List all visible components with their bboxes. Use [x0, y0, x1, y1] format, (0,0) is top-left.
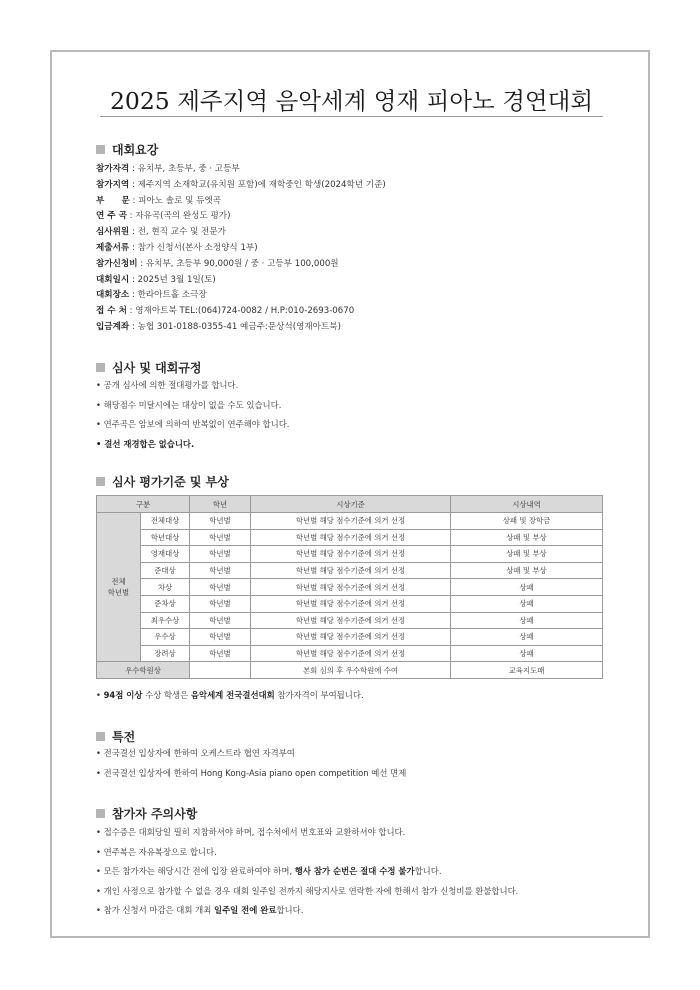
title-underline	[100, 116, 603, 117]
header-grade: 학년	[190, 496, 251, 513]
section-notes-heading	[96, 805, 197, 822]
award-name: 학년대상	[141, 529, 190, 546]
header-criteria: 시상기준	[251, 496, 451, 513]
benefit-item: • 전국결선 입상자에 한하여 오케스트라 협연 자격부여	[96, 748, 295, 758]
award-name: 우수상	[141, 629, 190, 646]
award-criteria: 학년별 해당 점수기준에 의거 선정	[251, 529, 451, 546]
overview-label: 참가지역	[96, 179, 130, 190]
overview-label: 심사위원	[96, 227, 130, 238]
table-row	[97, 595, 603, 612]
table-row	[97, 529, 603, 546]
award-grade: 학년별	[190, 513, 251, 530]
award-prize: 상패 및 부상	[451, 562, 603, 579]
notes-list	[96, 823, 518, 921]
note-text: 합니다.	[414, 866, 442, 876]
overview-label: 대회일시	[96, 274, 130, 285]
note-highlight: 행사 참가 순번은 절대 수정 불가	[294, 866, 415, 876]
award-grade: 학년별	[190, 529, 251, 546]
overview-sep: :	[129, 290, 138, 301]
academy-prize: 교육지도패	[451, 662, 603, 679]
overview-sep: :	[126, 211, 136, 222]
overview-sep: :	[129, 321, 138, 332]
overview-label: 참가신청비	[96, 258, 138, 269]
section-criteria-heading	[96, 473, 229, 490]
table-note-line	[96, 686, 364, 706]
overview-label: 참가자격	[96, 164, 130, 174]
award-criteria: 학년별 해당 점수기준에 의거 선정	[251, 629, 451, 646]
overview-item	[96, 225, 386, 241]
section-rules-title: 심사 및 대회규정	[112, 361, 202, 375]
overview-sep: :	[129, 195, 139, 206]
award-grade: 학년별	[190, 595, 251, 612]
overview-item	[96, 320, 386, 336]
group-label-2: 학년별	[107, 588, 130, 598]
award-name: 장려상	[141, 645, 190, 662]
table-note	[96, 686, 364, 706]
square-bullet-icon	[96, 145, 105, 154]
award-name: 준대상	[141, 562, 190, 579]
award-prize: 상패	[451, 595, 603, 612]
award-criteria: 학년별 해당 점수기준에 의거 선정	[251, 562, 451, 579]
award-name: 준차상	[141, 595, 190, 612]
table-row	[97, 629, 603, 646]
award-prize: 상패 및 장학금	[451, 513, 603, 530]
award-prize: 상패 및 부상	[451, 529, 603, 546]
award-grade: 학년별	[190, 579, 251, 596]
overview-sep: :	[129, 179, 138, 190]
award-criteria: 학년별 해당 점수기준에 의거 선정	[251, 645, 451, 662]
section-overview-heading	[96, 141, 158, 158]
benefit-item: • 전국결선 입상자에 한하여 Hong Kong-Asia piano open competition 예선 면제	[96, 767, 407, 778]
award-prize: 상패	[451, 645, 603, 662]
square-bullet-icon	[96, 732, 105, 741]
award-table	[96, 495, 603, 679]
overview-item	[96, 162, 386, 178]
award-prize: 상패	[451, 612, 603, 629]
overview-label: 접 수 처	[96, 306, 127, 317]
section-overview-title: 대회요강	[112, 143, 159, 157]
square-bullet-icon	[96, 477, 105, 486]
note-text: 합니다.	[276, 905, 304, 915]
rule-item: • 해당점수 미달시에는 대상이 없을 수도 있습니다.	[96, 399, 282, 410]
note-text: 수상 학생은	[142, 690, 191, 700]
bullet-mark: •	[96, 690, 104, 700]
note-item: • 접수증은 대회당일 필히 지참하셔야 하며, 접수처에서 번호표와 교환하셔야 합니다.	[96, 827, 406, 837]
overview-value: 2025년 3월 1일(토)	[137, 274, 216, 285]
section-rules-heading	[96, 359, 202, 376]
group-cell	[97, 513, 141, 662]
overview-item	[96, 304, 386, 320]
table-header-row	[97, 496, 603, 513]
award-name: 전체대상	[141, 513, 190, 530]
section-benefits-title: 특전	[112, 730, 136, 744]
note-highlight: 일주일 전에 완료	[214, 905, 277, 915]
award-grade: 학년별	[190, 562, 251, 579]
overview-item	[96, 178, 386, 194]
square-bullet-icon	[96, 363, 105, 372]
overview-sep: :	[126, 306, 136, 317]
award-prize: 상패	[451, 579, 603, 596]
note-highlight: 음악세계 전국결선대회	[190, 690, 275, 700]
overview-item	[96, 273, 386, 289]
overview-item	[96, 257, 386, 273]
section-criteria-title: 심사 평가기준 및 부상	[112, 475, 229, 489]
note-text: • 모든 참가자는 해당시간 전에 입장 완료하여야 하며,	[96, 866, 295, 876]
note-text: 참가자격이 부여됩니다.	[274, 690, 364, 700]
overview-label: 연 주 곡	[96, 211, 127, 222]
award-grade: 학년별	[190, 546, 251, 563]
overview-value: 유치부, 초등부, 중 · 고등부	[137, 164, 240, 174]
table-row	[97, 513, 603, 530]
overview-item	[96, 288, 386, 304]
note-item	[96, 862, 518, 882]
award-criteria: 학년별 해당 점수기준에 의거 선정	[251, 513, 451, 530]
table-row	[97, 612, 603, 629]
academy-grade-empty	[190, 662, 251, 679]
award-name: 차상	[141, 579, 190, 596]
overview-value: 한라아트홀 소극장	[137, 290, 207, 301]
table-row-academy	[97, 662, 603, 679]
table-row	[97, 562, 603, 579]
section-benefits-heading	[96, 728, 135, 745]
award-name: 영재대상	[141, 546, 190, 563]
overview-item	[96, 194, 386, 210]
note-text: • 참가 신청서 마감은 대회 개최	[96, 905, 214, 915]
overview-item	[96, 209, 386, 225]
overview-value: 농협 301-0188-0355-41 예금주:문상석(영재아트북)	[137, 321, 341, 332]
rule-item: • 연주곡은 암보에 의하여 반복없이 연주해야 합니다.	[96, 419, 290, 429]
overview-value: 영재아트북 TEL:(064)724-0082 / H.P:010-2693-0670	[135, 306, 355, 317]
award-criteria: 학년별 해당 점수기준에 의거 선정	[251, 546, 451, 563]
overview-value: 피아노 솔로 및 듀엣곡	[138, 195, 222, 206]
overview-value: 자유곡(곡의 완성도 평가)	[135, 211, 231, 222]
benefits-list	[96, 744, 406, 783]
header-category: 구분	[97, 496, 190, 513]
square-bullet-icon	[96, 809, 105, 818]
academy-award-name: 우수학원상	[97, 662, 190, 679]
award-criteria: 학년별 해당 점수기준에 의거 선정	[251, 612, 451, 629]
overview-sep: :	[129, 274, 138, 285]
award-prize: 상패 및 부상	[451, 546, 603, 563]
award-name: 최우수상	[141, 612, 190, 629]
note-item: • 개인 사정으로 참가할 수 없을 경우 대회 일주일 전까지 해당지사로 연락한 자에 한해서 참가 신청비를 환불합니다.	[96, 885, 519, 896]
table-row	[97, 579, 603, 596]
award-prize: 상패	[451, 629, 603, 646]
note-item	[96, 901, 518, 921]
overview-value: 유치부, 초등부 90,000원 / 중 · 고등부 100,000원	[145, 258, 339, 269]
overview-sep: :	[129, 227, 138, 238]
overview-label: 부 문	[96, 195, 130, 206]
overview-value: 제주지역 소재학교(유치원 포함)에 재학중인 학생(2024학년 기준)	[137, 179, 386, 190]
overview-item	[96, 241, 386, 257]
award-criteria: 학년별 해당 점수기준에 의거 선정	[251, 579, 451, 596]
rule-item: • 결선 재경합은 없습니다.	[96, 438, 195, 449]
overview-label: 대회장소	[96, 290, 130, 301]
rule-item: • 공개 심사에 의한 절대평가를 합니다.	[96, 380, 239, 390]
overview-label: 입금계좌	[96, 321, 130, 332]
award-grade: 학년별	[190, 629, 251, 646]
award-grade: 학년별	[190, 645, 251, 662]
note-item: • 연주복은 자유복장으로 합니다.	[96, 846, 217, 857]
note-highlight: 94점 이상	[103, 690, 143, 700]
overview-value: 전, 현직 교수 및 전문가	[137, 227, 226, 238]
section-notes-title: 참가자 주의사항	[112, 807, 198, 821]
overview-value: 참가 신청서(본사 소정양식 1부)	[137, 242, 258, 253]
overview-label: 제출서류	[96, 242, 130, 253]
overview-sep: :	[129, 242, 138, 253]
academy-criteria: 본회 심의 후 우수학원에 수여	[251, 662, 451, 679]
overview-sep: :	[129, 164, 138, 174]
overview-list	[96, 162, 386, 336]
overview-sep: :	[137, 258, 146, 269]
table-row	[97, 546, 603, 563]
award-grade: 학년별	[190, 612, 251, 629]
page-title: 2025 제주지역 음악세계 영재 피아노 경연대회	[109, 87, 594, 115]
rules-list	[96, 376, 289, 454]
award-criteria: 학년별 해당 점수기준에 의거 선정	[251, 595, 451, 612]
group-label-1: 전체	[111, 577, 126, 587]
header-prize: 시상내역	[451, 496, 603, 513]
table-row	[97, 645, 603, 662]
